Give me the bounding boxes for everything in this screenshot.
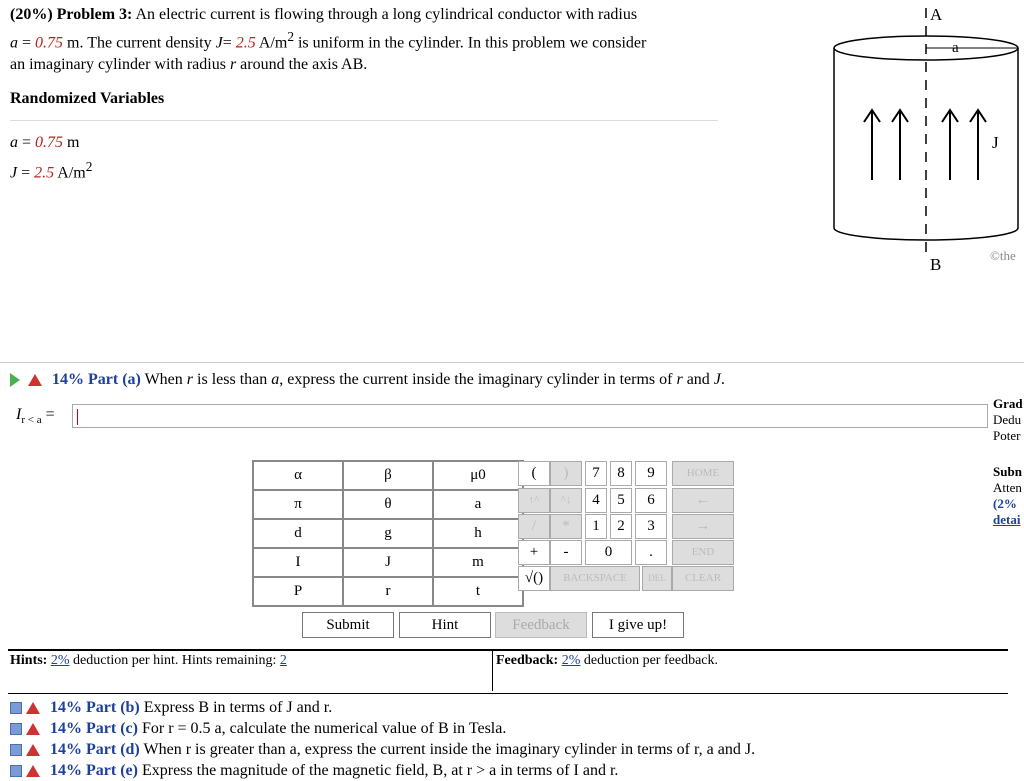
side-panel	[993, 396, 1024, 528]
key-down[interactable]: ^↓	[550, 488, 582, 513]
key-open-paren[interactable]: (	[518, 461, 550, 486]
part-d-label: Part (d)	[86, 741, 140, 758]
problem-percent: (20%)	[10, 6, 53, 23]
text-cursor	[77, 409, 78, 425]
side-submissions: Subn	[993, 464, 1022, 479]
key-close-paren[interactable]: )	[550, 461, 582, 486]
problem-text-4: around the axis AB.	[240, 56, 368, 74]
cylinder-diagram	[820, 0, 1024, 275]
warning-icon	[26, 765, 40, 777]
hints-text: deduction per hint. Hints remaining:	[73, 653, 277, 668]
answer-label-sub: r < a	[21, 414, 42, 427]
expand-icon[interactable]	[10, 702, 22, 714]
problem-unit-m: m. The current density	[67, 34, 212, 52]
sym-I[interactable]: I	[253, 548, 343, 577]
expand-icon[interactable]	[10, 723, 22, 735]
key-plus[interactable]: +	[518, 540, 550, 565]
sym-h[interactable]: h	[433, 519, 523, 548]
warning-icon	[26, 744, 40, 756]
current-arrow-4	[970, 110, 986, 180]
sym-m[interactable]: m	[433, 548, 523, 577]
expand-icon[interactable]	[10, 765, 22, 777]
key-divide[interactable]: /	[518, 514, 550, 539]
label-a: a	[952, 40, 959, 56]
key-2[interactable]: 2	[610, 514, 632, 539]
hint-button[interactable]: Hint	[399, 612, 491, 638]
feedback-text: deduction per feedback.	[583, 653, 718, 668]
problem-statement: (20%) Problem 3: An electric current is flowing through a long cylindrical conductor with radius a = 0.75 m. The current density J= 2.5 $A/m^2$ is uniform in the cylinder. In this problem we consider an imaginary cylinder with radius r around the axis AB.	[10, 6, 647, 74]
sym-d[interactable]: d	[253, 519, 343, 548]
problem-J-unit: A/m	[258, 34, 288, 52]
key-end[interactable]: END	[672, 540, 734, 565]
part-a-percent: 14%	[52, 371, 84, 388]
part-e-label: Part (e)	[86, 762, 138, 779]
randomized-J	[10, 155, 92, 185]
part-e-text: Express the magnitude of the magnetic field, B, at r > a in terms of I and r.	[141, 762, 619, 779]
key-1[interactable]: 1	[585, 514, 607, 539]
label-J: J	[992, 133, 999, 152]
answer-label-eq: =	[45, 406, 55, 423]
cylinder-figure	[820, 0, 1024, 275]
part-e-percent: 14%	[50, 762, 82, 779]
copyright: ©the	[990, 248, 1016, 263]
key-5[interactable]: 5	[610, 488, 632, 513]
part-a-separator	[0, 362, 1024, 363]
randomized-divider	[10, 120, 718, 121]
key-sqrt[interactable]: √()	[518, 566, 550, 591]
key-clear[interactable]: CLEAR	[672, 566, 734, 591]
problem-eq: =	[22, 34, 32, 52]
feedback-label: Feedback:	[496, 653, 559, 668]
problem-text-3: an imaginary cylinder with radius	[10, 56, 226, 74]
rv-J-unit: A/m	[57, 164, 86, 182]
problem-text-1: An electric current is flowing through a long cylindrical conductor with radius	[135, 6, 638, 23]
problem-title: Problem 3:	[56, 6, 133, 23]
label-A: A	[930, 5, 943, 24]
sym-mu0[interactable]: μ0	[433, 461, 523, 490]
warning-icon	[26, 702, 40, 714]
key-multiply[interactable]: *	[550, 514, 582, 539]
part-b-label: Part (b)	[86, 699, 140, 716]
sym-beta[interactable]: β	[343, 461, 433, 490]
part-a-r: r	[186, 371, 194, 388]
part-d-percent: 14%	[50, 741, 82, 758]
rv-a-sym: a	[10, 134, 18, 151]
part-a-J: J	[713, 371, 721, 388]
part-c-percent: 14%	[50, 720, 82, 737]
side-detail-link[interactable]: detai	[993, 512, 1021, 527]
key-8[interactable]: 8	[610, 461, 632, 486]
symbol-table	[252, 460, 524, 607]
hints-pct: 2%	[50, 653, 70, 668]
sym-alpha[interactable]: α	[253, 461, 343, 490]
expand-icon[interactable]	[10, 744, 22, 756]
problem-a-value: 0.75	[35, 34, 64, 52]
warning-icon	[26, 723, 40, 735]
problem-J-sup: 2	[287, 29, 294, 44]
feedback-info	[496, 653, 718, 669]
randomized-title: Randomized Variables	[10, 90, 165, 107]
key-9[interactable]: 9	[635, 461, 667, 486]
parts-list	[10, 697, 755, 781]
part-a-a: a	[271, 371, 280, 388]
rv-a-unit: m	[67, 134, 80, 151]
sym-g[interactable]: g	[343, 519, 433, 548]
sym-r[interactable]: r	[343, 577, 433, 606]
key-minus[interactable]: -	[550, 540, 582, 565]
part-a-q3: , express the current inside the imaginary cylinder in terms of	[279, 371, 673, 388]
part-row-d[interactable]	[10, 739, 755, 760]
give-up-button[interactable]: I give up!	[592, 612, 684, 638]
answer-label	[16, 406, 55, 426]
sym-pi[interactable]: π	[253, 490, 343, 519]
side-deduct: Dedu	[993, 412, 1022, 427]
sym-t[interactable]: t	[433, 577, 523, 606]
key-7[interactable]: 7	[585, 461, 607, 486]
part-d-text: When r is greater than a, express the current inside the imaginary cylinder in terms of r, a and J.	[143, 741, 756, 758]
part-row-c[interactable]	[10, 718, 755, 739]
rv-J-sym: J	[10, 164, 18, 182]
key-3[interactable]: 3	[635, 514, 667, 539]
hints-remaining: 2	[279, 653, 287, 668]
hints-feedback-divider	[492, 651, 493, 691]
part-row-e[interactable]	[10, 760, 755, 781]
part-b-text: Express B in terms of J and r.	[143, 699, 333, 716]
problem-J-symbol: J	[215, 34, 223, 52]
warning-icon	[28, 374, 42, 386]
rv-a-eq: =	[22, 134, 32, 151]
part-a-header[interactable]	[10, 368, 725, 392]
key-4[interactable]: 4	[585, 488, 607, 513]
submit-button[interactable]: Submit	[302, 612, 394, 638]
current-arrow-2	[892, 110, 908, 180]
sym-a[interactable]: a	[433, 490, 523, 519]
part-a-label: Part (a)	[88, 371, 141, 388]
key-6[interactable]: 6	[635, 488, 667, 513]
part-row-b[interactable]	[10, 697, 755, 718]
key-dot[interactable]: .	[635, 540, 667, 565]
problem-J-value: 2.5	[235, 34, 256, 52]
key-up[interactable]: ↑^	[518, 488, 550, 513]
part-a-q1: When	[144, 371, 183, 388]
answer-label-I: I	[16, 406, 22, 423]
side-pct: (2%	[993, 496, 1017, 511]
play-icon[interactable]	[10, 373, 20, 387]
rv-J-val: 2.5	[34, 164, 55, 182]
side-potential: Poter	[993, 428, 1021, 443]
problem-r-symbol: r	[229, 56, 237, 74]
sym-J[interactable]: J	[343, 548, 433, 577]
part-c-text: For r = 0.5 a, calculate the numerical value of B in Tesla.	[141, 720, 507, 737]
part-a-and: and	[686, 371, 710, 388]
randomized-a	[10, 131, 92, 155]
problem-text-2: is uniform in the cylinder. In this problem we consider	[297, 34, 647, 52]
rv-a-val: 0.75	[35, 134, 64, 151]
sym-P[interactable]: P	[253, 577, 343, 606]
feedback-button[interactable]: Feedback	[495, 612, 587, 638]
problem-a-symbol: a	[10, 34, 18, 52]
hints-label: Hints:	[10, 653, 48, 668]
key-left[interactable]: ←	[672, 488, 734, 513]
part-c-label: Part (c)	[86, 720, 138, 737]
key-home[interactable]: HOME	[672, 461, 734, 486]
part-a-q2: is less than	[197, 371, 268, 388]
key-backspace[interactable]: BACKSPACE	[550, 566, 640, 591]
side-grade: Grad	[993, 396, 1023, 411]
randomized-list	[10, 131, 92, 185]
answer-input[interactable]	[72, 404, 988, 428]
feedback-pct: 2%	[561, 653, 581, 668]
part-b-percent: 14%	[50, 699, 82, 716]
part-a-r2: r	[676, 371, 683, 388]
rv-J-eq: =	[21, 164, 31, 182]
key-right[interactable]: →	[672, 514, 734, 539]
key-del[interactable]: DEL	[642, 566, 672, 591]
rv-J-sup: 2	[85, 159, 93, 174]
current-arrow-3	[942, 110, 958, 180]
side-attempts: Atten	[993, 480, 1022, 495]
current-arrow-1	[864, 110, 880, 180]
part-a-dot: .	[720, 371, 725, 388]
sym-theta[interactable]: θ	[343, 490, 433, 519]
key-0[interactable]: 0	[585, 540, 632, 565]
hints-info	[10, 653, 287, 669]
label-B: B	[930, 255, 942, 274]
